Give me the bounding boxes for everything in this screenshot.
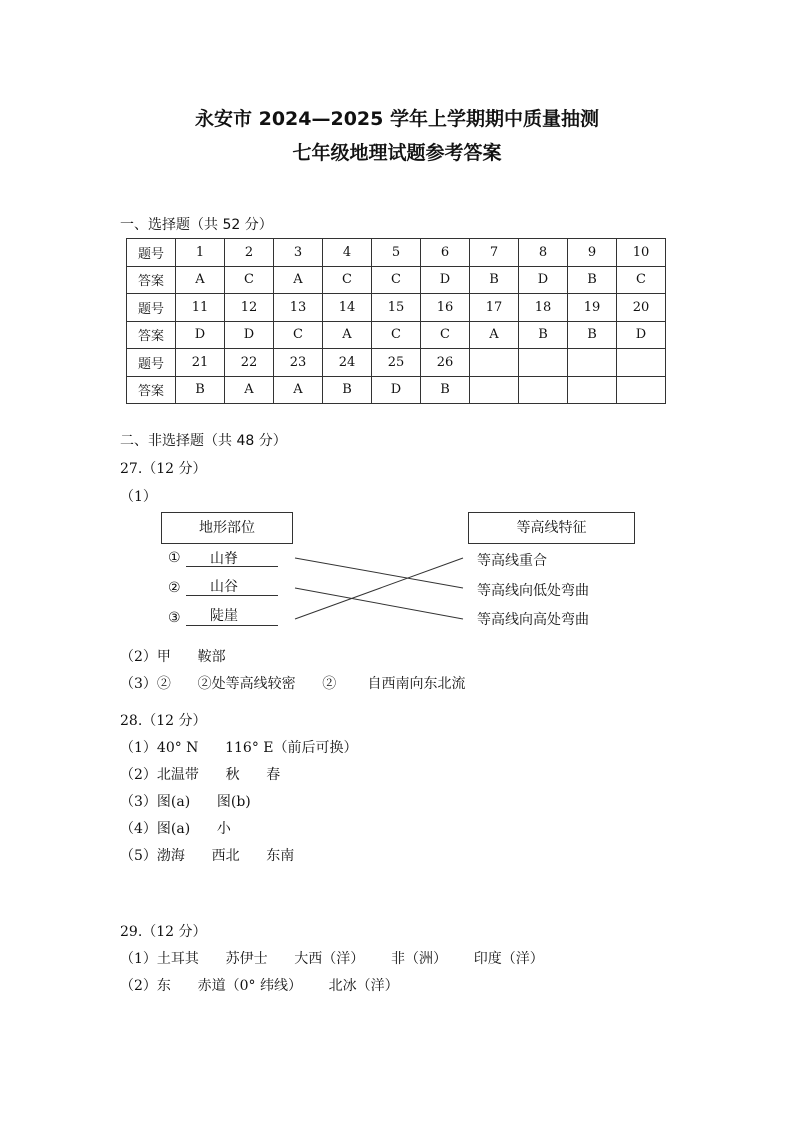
question-number-cell: 12 xyxy=(225,294,274,322)
answer-cell: C xyxy=(372,266,421,294)
question-number-label: 题号 xyxy=(127,239,176,267)
answer-cell: A xyxy=(274,376,323,404)
title-line-1: 永安市 2024—2025 学年上学期期中质量抽测 xyxy=(195,108,599,130)
section-1-heading: 一、选择题（共 52 分） xyxy=(120,217,273,233)
answer-cell: B xyxy=(421,376,470,404)
left-item-text-2: 山谷 xyxy=(210,579,238,595)
question-number-cell: 8 xyxy=(519,239,568,267)
answer-cell: C xyxy=(421,321,470,349)
q27-heading: 27.（12 分） xyxy=(120,461,207,477)
terrain-part-box: 地形部位 xyxy=(161,512,293,544)
answer-cell: C xyxy=(225,266,274,294)
question-number-cell: 7 xyxy=(470,239,519,267)
q27-part1: （1） xyxy=(120,489,157,505)
answer-cell: C xyxy=(274,321,323,349)
question-number-cell: 6 xyxy=(421,239,470,267)
question-number-label: 题号 xyxy=(127,349,176,377)
q27-part2: （2）甲 鞍部 xyxy=(120,649,226,665)
question-number-cell: 20 xyxy=(617,294,666,322)
left-item-text-1: 山脊 xyxy=(210,551,238,567)
answer-cell: D xyxy=(176,321,225,349)
question-number-cell: 16 xyxy=(421,294,470,322)
question-number-cell: 24 xyxy=(323,349,372,377)
answer-cell: A xyxy=(323,321,372,349)
q29-line-1: （1）土耳其 苏伊士 大西（洋） 非（洲） 印度（洋） xyxy=(120,951,544,967)
answer-cell: D xyxy=(617,321,666,349)
question-number-cell: 1 xyxy=(176,239,225,267)
answer-cell: B xyxy=(519,321,568,349)
answer-cell: A xyxy=(176,266,225,294)
question-number-cell: 2 xyxy=(225,239,274,267)
left-item-text-3: 陡崖 xyxy=(210,608,238,624)
question-number-cell: 5 xyxy=(372,239,421,267)
question-number-cell: 23 xyxy=(274,349,323,377)
q28-line-5: （5）渤海 西北 东南 xyxy=(120,848,295,864)
question-number-cell: 18 xyxy=(519,294,568,322)
answer-cell: B xyxy=(568,266,617,294)
question-number-label: 题号 xyxy=(127,294,176,322)
question-number-cell: 14 xyxy=(323,294,372,322)
question-number-cell: 4 xyxy=(323,239,372,267)
section-2-heading: 二、非选择题（共 48 分） xyxy=(120,433,287,449)
q27-part3: （3）② ②处等高线较密 ② 自西南向东北流 xyxy=(120,676,466,692)
answer-cell: B xyxy=(470,266,519,294)
answer-cell: D xyxy=(372,376,421,404)
question-number-cell: 17 xyxy=(470,294,519,322)
answer-label: 答案 xyxy=(127,266,176,294)
answer-cell: B xyxy=(176,376,225,404)
question-number-cell: 9 xyxy=(568,239,617,267)
answer-cell: A xyxy=(225,376,274,404)
question-number-cell: 15 xyxy=(372,294,421,322)
left-item-num-3: ③ xyxy=(168,610,181,626)
left-item-num-2: ② xyxy=(168,580,181,596)
right-item-3: 等高线向高处弯曲 xyxy=(477,612,589,628)
match-line-valley xyxy=(295,588,463,619)
question-number-cell: 11 xyxy=(176,294,225,322)
question-number-cell: 13 xyxy=(274,294,323,322)
q29-line-2: （2）东 赤道（0° 纬线） 北冰（洋） xyxy=(120,978,399,994)
answer-cell: D xyxy=(421,266,470,294)
question-number-cell: 19 xyxy=(568,294,617,322)
question-number-cell: 3 xyxy=(274,239,323,267)
question-number-cell: 10 xyxy=(617,239,666,267)
q28-line-3: （3）图(a) 图(b) xyxy=(120,794,251,810)
left-item-num-1: ① xyxy=(168,550,181,566)
answer-cell: C xyxy=(617,266,666,294)
question-number-cell: 22 xyxy=(225,349,274,377)
right-item-2: 等高线向低处弯曲 xyxy=(477,583,589,599)
question-number-cell: 26 xyxy=(421,349,470,377)
q29-heading: 29.（12 分） xyxy=(120,924,207,940)
answer-cell: A xyxy=(274,266,323,294)
match-line-ridge xyxy=(295,558,463,588)
question-number-cell: 21 xyxy=(176,349,225,377)
match-line-cliff xyxy=(295,558,463,619)
answer-cell: A xyxy=(470,321,519,349)
q28-line-4: （4）图(a) 小 xyxy=(120,821,231,837)
answer-label: 答案 xyxy=(127,321,176,349)
right-item-1: 等高线重合 xyxy=(477,553,547,569)
contour-feature-box: 等高线特征 xyxy=(468,512,635,544)
q28-line-1: （1）40° N 116° E（前后可换） xyxy=(120,740,358,756)
answer-cell: C xyxy=(372,321,421,349)
answer-cell: D xyxy=(519,266,568,294)
answer-cell: D xyxy=(225,321,274,349)
answer-cell: B xyxy=(568,321,617,349)
answer-cell: C xyxy=(323,266,372,294)
q28-line-2: （2）北温带 秋 春 xyxy=(120,767,281,783)
answer-cell: B xyxy=(323,376,372,404)
title-line-2: 七年级地理试题参考答案 xyxy=(292,142,502,164)
answer-label: 答案 xyxy=(127,376,176,404)
question-number-cell: 25 xyxy=(372,349,421,377)
q28-heading: 28.（12 分） xyxy=(120,713,207,729)
